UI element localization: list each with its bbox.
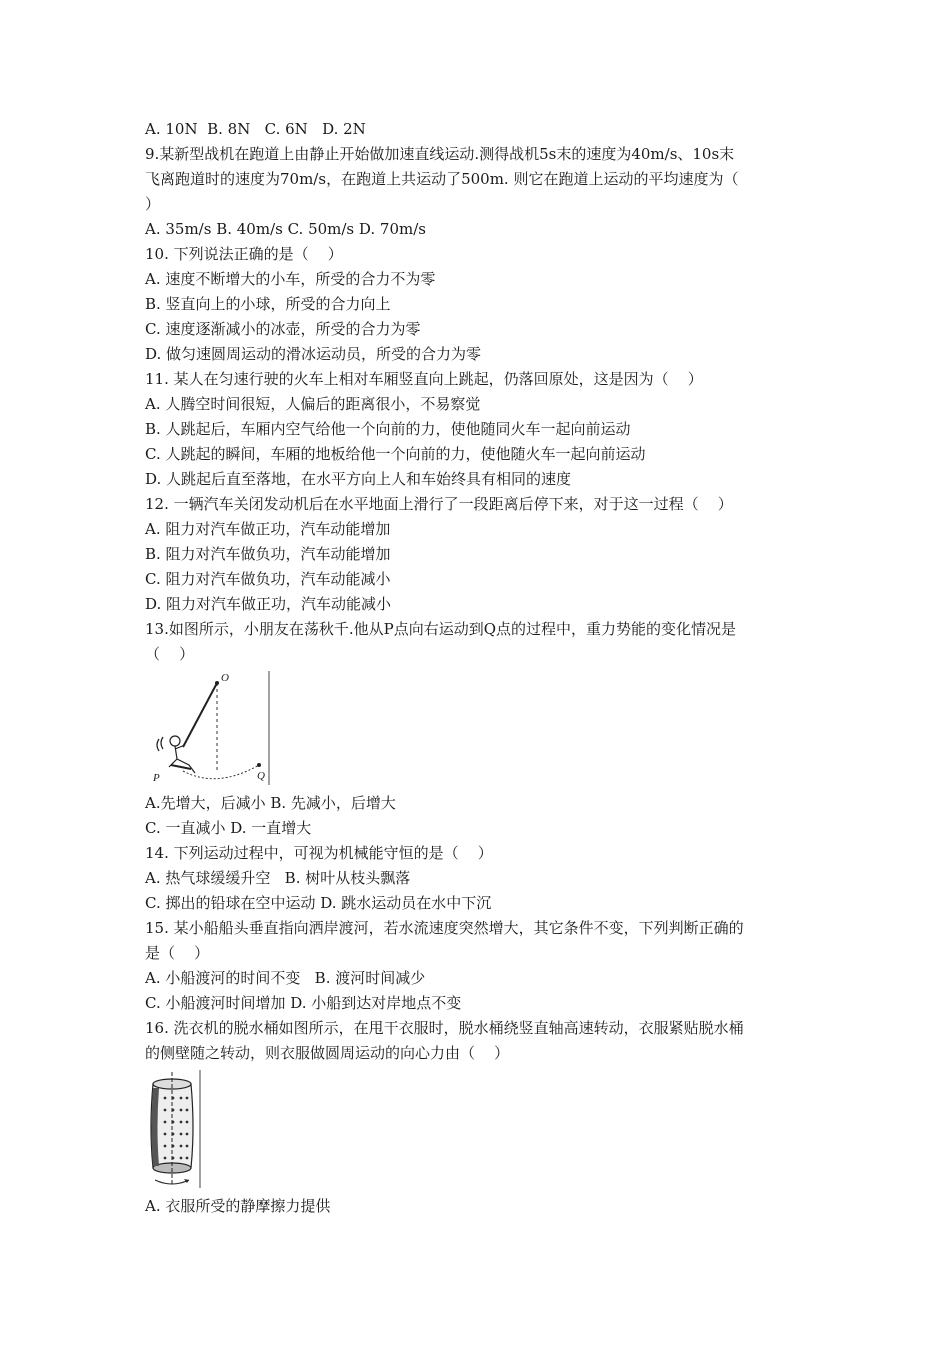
q14-stem: 14. 下列运动过程中，可视为机械能守恒的是（ ） (145, 844, 493, 862)
q13-stem-line1: 13.如图所示，小朋友在荡秋千.他从P点向右运动到Q点的过程中，重力势能的变化情况是 (145, 620, 737, 638)
swing-figure (145, 669, 810, 787)
q11-stem: 11. 某人在匀速行驶的火车上相对车厢竖直向上跳起，仍落回原处，这是因为（ ） (145, 370, 703, 388)
swing-rope (183, 683, 217, 747)
pivot-point (215, 681, 219, 685)
q14-options-2: C. 掷出的铅球在空中运动 D. 跳水运动员在水中下沉 (145, 894, 492, 912)
spin-drum-diagram (145, 1068, 205, 1190)
q8-options: A. 10N B. 8N C. 6N D. 2N (145, 120, 366, 138)
q10-option-c: C. 速度逐渐减小的冰壶，所受的合力为零 (145, 320, 421, 338)
q10-stem: 10. 下列说法正确的是（ ） (145, 245, 343, 263)
q11-option-b: B. 人跳起后，车厢内空气给他一个向前的力，使他随同火车一起向前运动 (145, 420, 631, 438)
q12-stem: 12. 一辆汽车关闭发动机后在水平地面上滑行了一段距离后停下来，对于这一过程（ ） (145, 495, 733, 513)
child-on-swing (157, 736, 195, 773)
q12-option-a: A. 阻力对汽车做正功，汽车动能增加 (145, 520, 391, 538)
q13-options-2: C. 一直减小 D. 一直增大 (145, 819, 312, 837)
q13-stem-line2: （ ） (145, 645, 195, 663)
q9-stem-line3: ） (145, 195, 161, 213)
rotation-arrowhead (184, 1179, 189, 1183)
label-p: P (153, 772, 160, 784)
q11-option-c: C. 人跳起的瞬间，车厢的地板给他一个向前的力，使他随火车一起向前运动 (145, 445, 646, 463)
q10-option-d: D. 做匀速圆周运动的滑冰运动员，所受的合力为零 (145, 345, 482, 363)
q15-options-2: C. 小船渡河时间增加 D. 小船到达对岸地点不变 (145, 994, 462, 1012)
q11-option-a: A. 人腾空时间很短，人偏后的距离很小，不易察觉 (145, 395, 481, 413)
q11-option-d: D. 人跳起后直至落地，在水平方向上人和车始终具有相同的速度 (145, 470, 572, 488)
q10-option-a: A. 速度不断增大的小车，所受的合力不为零 (145, 270, 436, 288)
q9-stem-line1: 9.某新型战机在跑道上由静止开始做加速直线运动.测得战机5s末的速度为40m/s、10s末 (145, 145, 735, 163)
exam-page (145, 117, 810, 1219)
q15-stem-line2: 是（ ） (145, 944, 210, 962)
q15-options-1: A. 小船渡河的时间不变 B. 渡河时间减少 (145, 969, 426, 987)
q10-option-b: B. 竖直向上的小球，所受的合力向上 (145, 295, 391, 313)
q12-option-d: D. 阻力对汽车做正功，汽车动能减小 (145, 595, 392, 613)
q16-option-a: A. 衣服所受的静摩擦力提供 (145, 1197, 331, 1215)
q14-options-1: A. 热气球缓缓升空 B. 树叶从枝头飘落 (145, 869, 411, 887)
q-point (257, 763, 261, 767)
label-q: Q (257, 770, 265, 782)
q16-stem-line1: 16. 洗衣机的脱水桶如图所示，在甩干衣服时，脱水桶绕竖直轴高速转动，衣服紧贴脱水桶 (145, 1019, 744, 1037)
q12-option-b: B. 阻力对汽车做负功，汽车动能增加 (145, 545, 391, 563)
swing-diagram (145, 669, 275, 787)
q9-options: A. 35m/s B. 40m/s C. 50m/s D. 70m/s (145, 220, 426, 238)
q9-stem-line2: 飞离跑道时的速度为70m/s，在跑道上共运动了500m. 则它在跑道上运动的平均速度为（ (145, 170, 739, 188)
q12-option-c: C. 阻力对汽车做负功，汽车动能减小 (145, 570, 391, 588)
q16-stem-line2: 的侧壁随之转动，则衣服做圆周运动的向心力由（ ） (145, 1044, 510, 1062)
q15-stem-line1: 15. 某小船船头垂直指向洒岸渡河，若水流速度突然增大，其它条件不变，下列判断正确的 (145, 919, 744, 937)
spin-drum-figure (145, 1068, 810, 1190)
label-o: O (221, 672, 229, 684)
q13-options-1: A.先增大，后减小 B. 先减小，后增大 (145, 794, 396, 812)
